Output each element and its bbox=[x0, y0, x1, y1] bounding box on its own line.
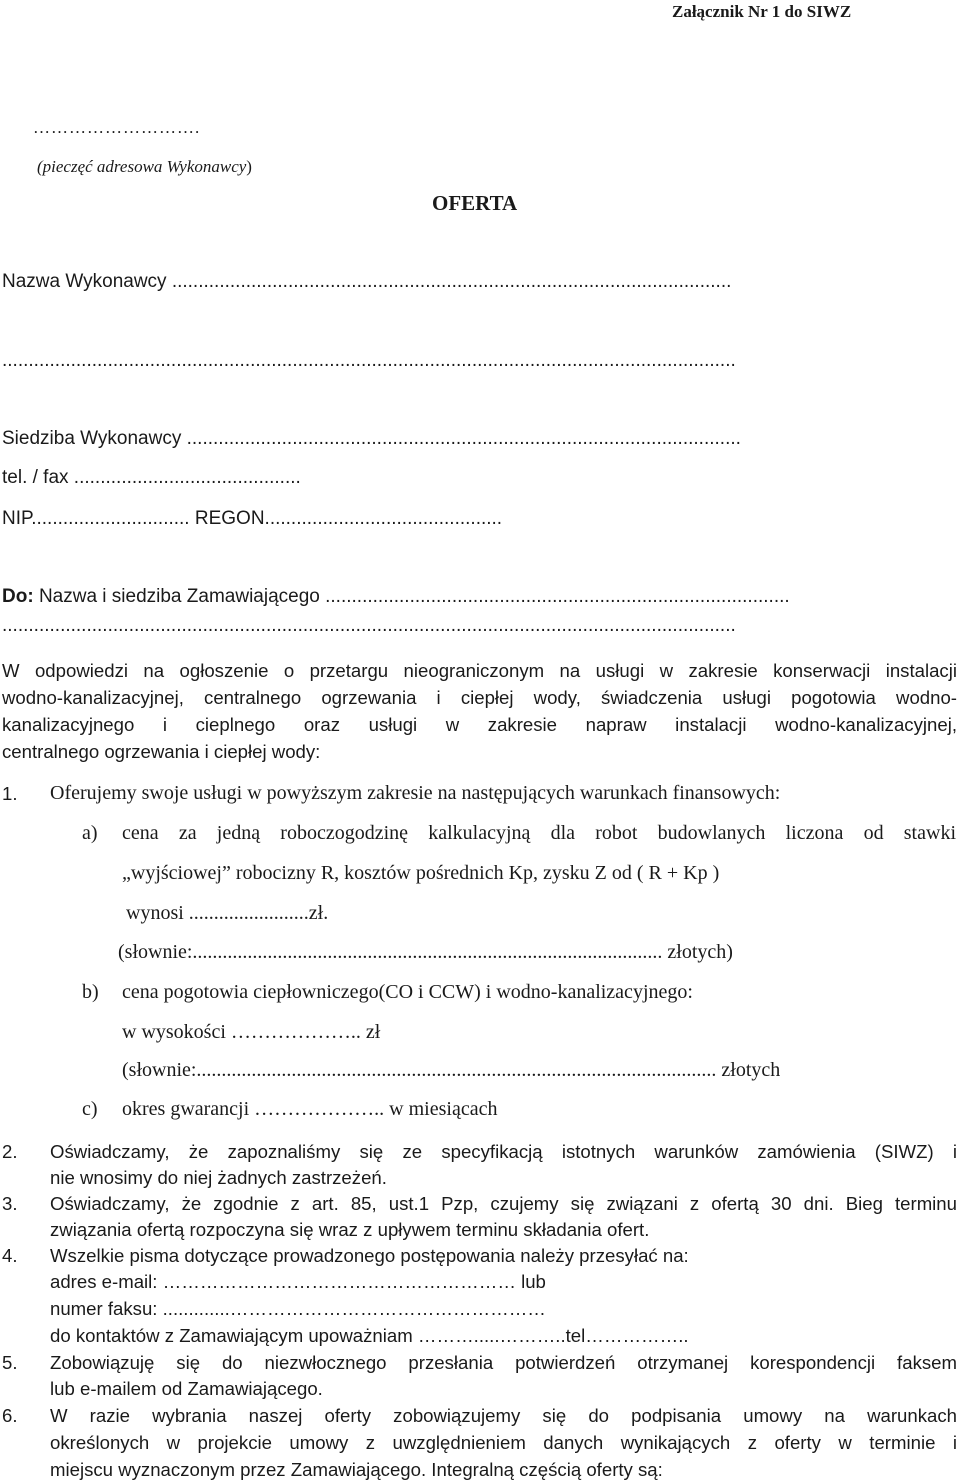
rate-in-words-field: (słownie:.............................................................................................. złotych) bbox=[118, 941, 733, 963]
confirmation-commitment: Zobowiązuję się do niezwłocznego przesłania potwierdzeń otrzymanej korespondencji faksem bbox=[50, 1352, 957, 1373]
intro-line: centralnego ogrzewania i ciepłej wody: bbox=[2, 741, 321, 762]
seal-caption-text: (pieczęć adresowa Wykonawcy bbox=[37, 157, 247, 176]
emergency-amount-field: w wysokości ……………….. zł bbox=[122, 1021, 381, 1043]
intro-line: wodno-kanalizacyjnej, centralnego ogrzewania i ciepłej wody, świadczenia usługi pogotowia wodno- bbox=[2, 687, 957, 708]
subitem-b-label: b) bbox=[82, 981, 99, 1003]
correspondence-instruction: Wszelkie pisma dotyczące prowadzonego postępowania należy przesyłać na: bbox=[50, 1245, 689, 1266]
intro-line: W odpowiedzi na ogłoszenie o przetargu nieograniczonym na usługi w zakresie konserwacji instalacji bbox=[2, 660, 957, 681]
email-field: adres e-mail: ………………………………………………… lub bbox=[50, 1271, 546, 1292]
item-number: 6. bbox=[2, 1405, 18, 1426]
declaration-siwz-cont: nie wnosimy do niej żadnych zastrzeżeń. bbox=[50, 1167, 387, 1188]
client-name: Nazwa i siedziba Zamawiającego ........................................................................................ bbox=[38, 586, 790, 607]
subitem-a-label: a) bbox=[82, 822, 98, 844]
contractor-name-continuation: ........................................................................................................................................... bbox=[2, 350, 736, 371]
contract-commitment-cont: miejscu wyznaczonym przez Zamawiającego. Integralną częścią oferty są: bbox=[50, 1459, 663, 1480]
item-number: 2. bbox=[2, 1141, 18, 1162]
financial-terms-intro: Oferujemy swoje usługi w powyższym zakresie na następujących warunkach finansowych: bbox=[50, 782, 781, 804]
item-number: 1. bbox=[2, 783, 18, 804]
client-label: Do: bbox=[2, 586, 34, 607]
declaration-binding-cont: związania ofertą rozpoczyna się wraz z upływem terminu składania ofert. bbox=[50, 1219, 650, 1240]
page-title: OFERTA bbox=[432, 191, 518, 215]
item-number: 5. bbox=[2, 1352, 18, 1373]
subitem-c-label: c) bbox=[82, 1098, 98, 1120]
contractor-seat-field: Siedziba Wykonawcy ......................................................................................................... bbox=[2, 428, 741, 449]
rate-amount-field: wynosi ........................zł. bbox=[126, 902, 329, 924]
declaration-siwz: Oświadczamy, że zapoznaliśmy się ze specyfikacją istotnych warunków zamówienia (SIWZ) i bbox=[50, 1141, 957, 1162]
item-number: 4. bbox=[2, 1245, 18, 1266]
contract-commitment: W razie wybrania naszej oferty zobowiązujemy się do podpisania umowy na warunkach bbox=[50, 1405, 957, 1426]
rate-description: cena za jedną roboczogodzinę kalkulacyjną dla robot budowlanych liczona od stawki bbox=[122, 822, 956, 844]
rate-description-cont: „wyjściowej” robocizny R, kosztów pośrednich Kp, zysku Z od ( R + Kp ) bbox=[122, 862, 720, 884]
tel-fax-field: tel. / fax ........................................... bbox=[2, 467, 301, 488]
fax-number-field: numer faksu: .............…………………………………………… bbox=[50, 1298, 546, 1319]
contract-commitment-cont: określonych w projekcie umowy z uwzględnieniem danych wynikających z oferty w terminie i bbox=[50, 1432, 957, 1453]
contractor-name-field: Nazwa Wykonawcy .......................................................................................................... bbox=[2, 271, 732, 292]
emergency-in-words-field: (słownie:........................................................................................................ złotych bbox=[122, 1059, 781, 1081]
intro-line: kanalizacyjnego i cieplnego oraz usługi w zakresie napraw instalacji wodno-kanalizacyjnej, bbox=[2, 714, 957, 735]
emergency-service-description: cena pogotowia ciepłowniczego(CO i CCW) i wodno-kanalizacyjnego: bbox=[122, 981, 693, 1003]
client-continuation: ........................................................................................................................................... bbox=[2, 615, 736, 636]
confirmation-commitment-cont: lub e-mailem od Zamawiającego. bbox=[50, 1378, 323, 1399]
seal-caption-paren: ) bbox=[246, 157, 252, 176]
item-number: 3. bbox=[2, 1193, 18, 1214]
attachment-label: Załącznik Nr 1 do SIWZ bbox=[672, 2, 852, 21]
client-field bbox=[2, 586, 957, 608]
warranty-period-field: okres gwarancji ……………….. w miesiącach bbox=[122, 1098, 498, 1120]
contact-person-field: do kontaktów z Zamawiającym upoważniam ……….....………..tel…………….. bbox=[50, 1325, 689, 1346]
declaration-binding: Oświadczamy, że zgodnie z art. 85, ust.1 Pzp, czujemy się związani z ofertą 30 dni. Bieg terminu bbox=[50, 1193, 957, 1214]
seal-dots: ………………………. bbox=[33, 118, 201, 137]
nip-regon-field: NIP.............................. REGON............................................. bbox=[2, 508, 503, 529]
seal-caption bbox=[37, 157, 252, 177]
